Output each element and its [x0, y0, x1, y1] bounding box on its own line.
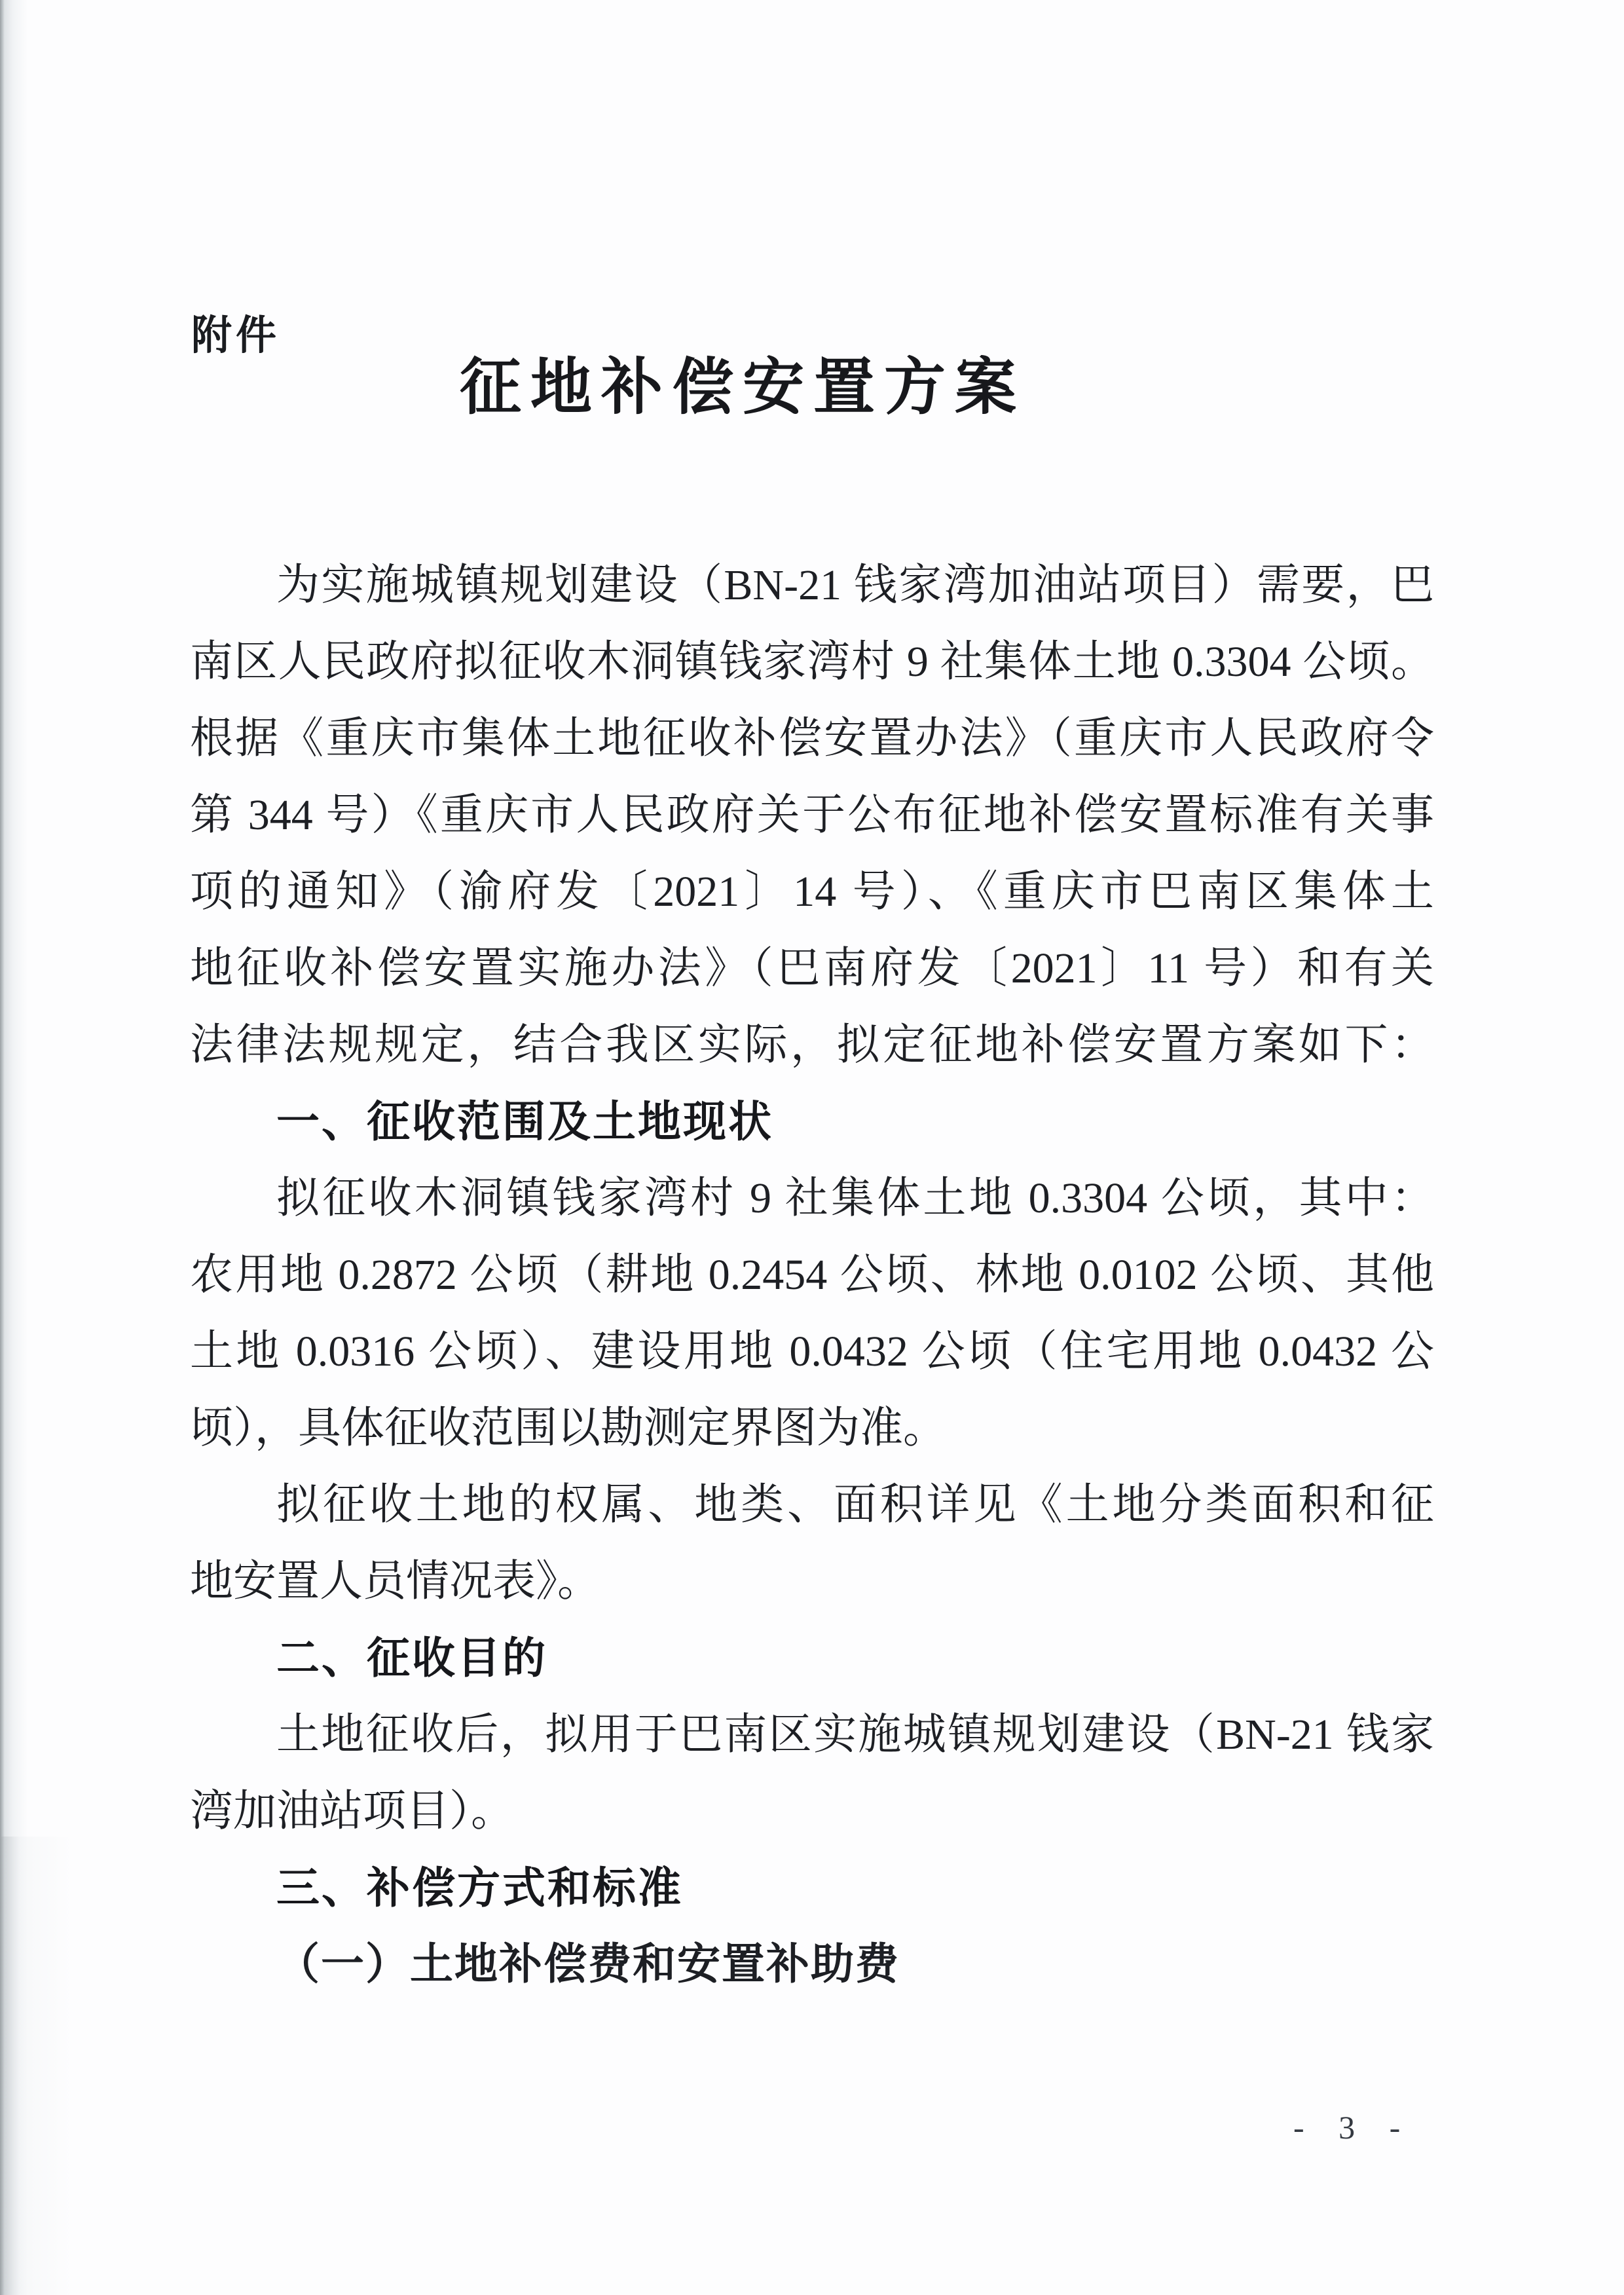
- paragraph-line: 项的通知》（渝府发〔2021〕14 号）、《重庆市巴南区集体土: [190, 868, 1434, 916]
- page-number: - 3 -: [1293, 2109, 1414, 2146]
- paragraph-line: 拟征收土地的权属、地类、面积详见《土地分类面积和征: [276, 1481, 1434, 1529]
- section-heading-1: 一、征收范围及土地现状: [276, 1097, 773, 1146]
- scan-bottom-left-shading: [0, 1837, 79, 2295]
- paragraph-line: 法律法规规定，结合我区实际，拟定征地补偿安置方案如下：: [190, 1021, 1434, 1069]
- section-heading-3: 三、补偿方式和标准: [276, 1863, 683, 1912]
- attachment-label: 附件: [191, 313, 281, 358]
- document-title: 征地补偿安置方案: [459, 352, 1025, 421]
- paragraph-line: 农用地 0.2872 公顷（耕地 0.2454 公顷、林地 0.0102 公顷、其他: [190, 1251, 1434, 1299]
- paragraph-line: 土地征收后，拟用于巴南区实施城镇规划建设（BN-21 钱家: [276, 1711, 1434, 1759]
- paragraph-line: 南区人民政府拟征收木洞镇钱家湾村 9 社集体土地 0.3304 公顷。: [190, 638, 1434, 686]
- paragraph-line: 为实施城镇规划建设（BN-21 钱家湾加油站项目）需要，巴: [276, 561, 1434, 609]
- paragraph-line: 地征收补偿安置实施办法》（巴南府发〔2021〕11 号）和有关: [190, 944, 1434, 992]
- paragraph-line: 根据《重庆市集体土地征收补偿安置办法》（重庆市人民政府令: [190, 715, 1434, 762]
- paragraph-line: 土地 0.0316 公顷）、建设用地 0.0432 公顷（住宅用地 0.0432 公: [190, 1328, 1434, 1375]
- paragraph-line: 顷），具体征收范围以勘测定界图为准。: [190, 1404, 946, 1452]
- document-body: [190, 547, 1434, 2003]
- section-heading-2: 二、征收目的: [276, 1633, 547, 1682]
- sub-section-heading: （一）土地补偿费和安置补助费: [276, 1941, 900, 1988]
- paragraph-line: 拟征收木洞镇钱家湾村 9 社集体土地 0.3304 公顷，其中：: [276, 1174, 1434, 1222]
- paragraph-line: 湾加油站项目）。: [190, 1787, 514, 1835]
- paragraph-line: 地安置人员情况表》。: [190, 1558, 600, 1605]
- paragraph-line: 第 344 号）《重庆市人民政府关于公布征地补偿安置标准有关事: [190, 791, 1434, 839]
